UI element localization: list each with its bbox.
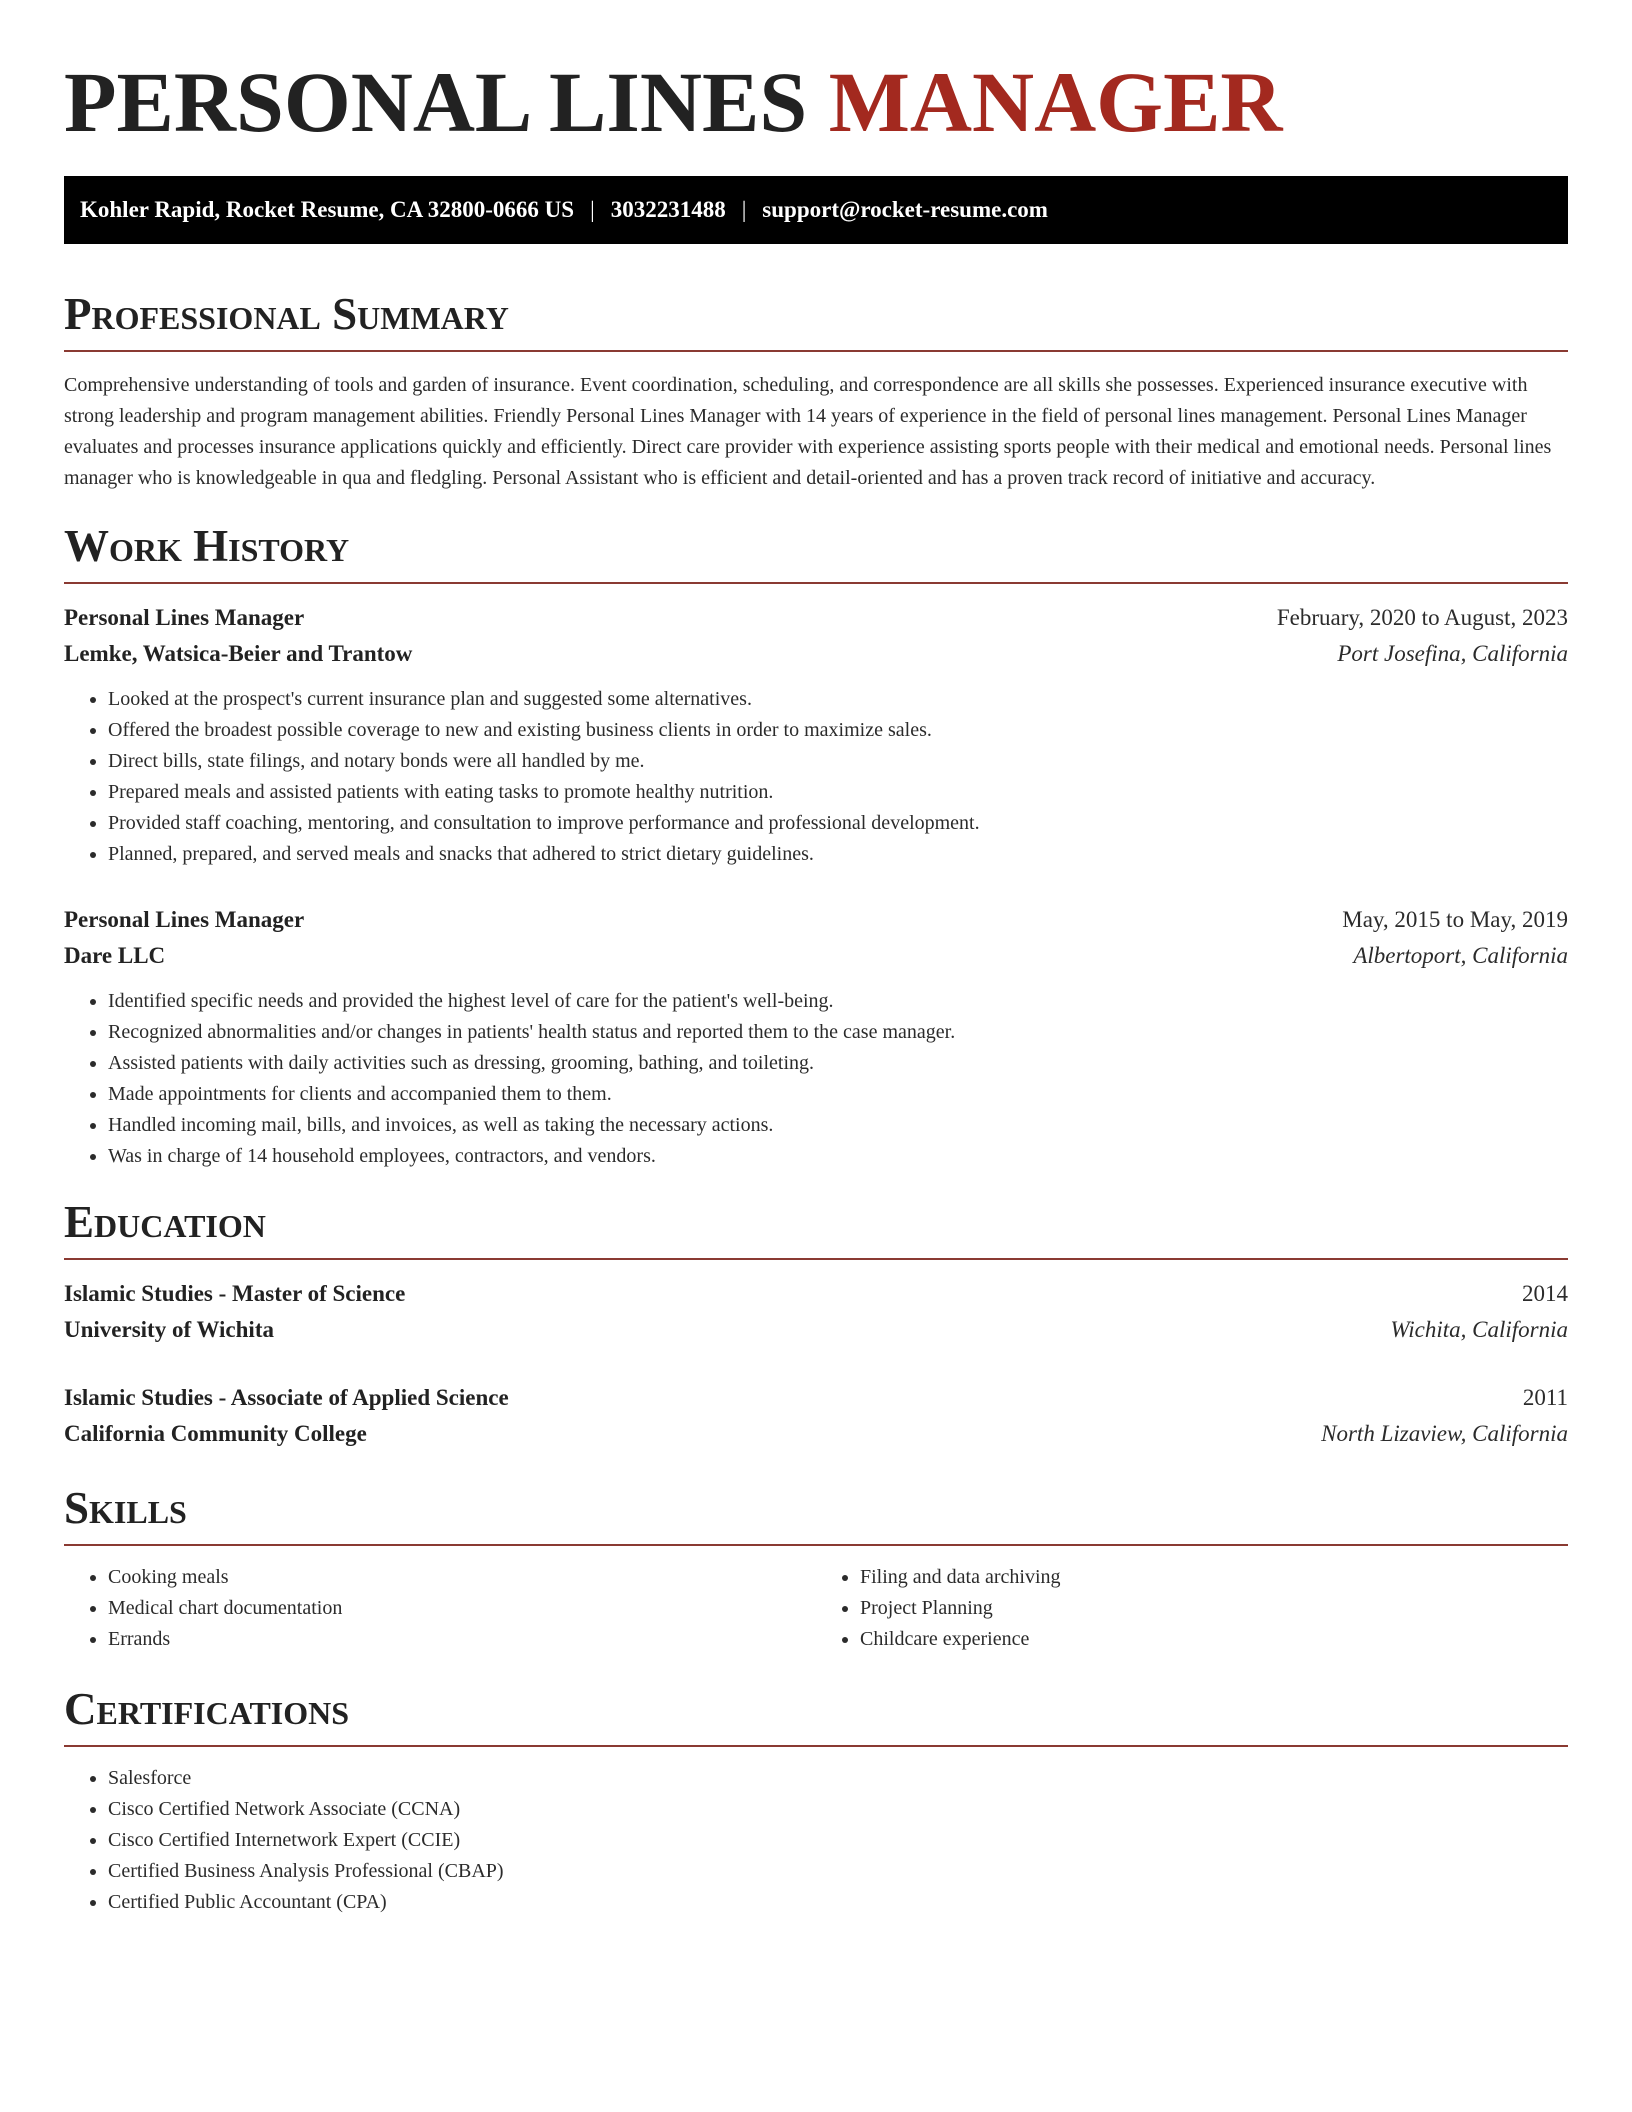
summary-text: Comprehensive understanding of tools and garden of insurance. Event coordination, scheduling, and correspondence are all skills she possesses. Experienced insurance executive with strong leadership and program management abilities. Friendly Personal Lines Manager with 14 years of experience in the field of personal lines management. Personal Lines Manager evaluates and processes insurance applications quickly and efficiently. Direct care provider with experience assisting sports people with their medical and emotional needs. Personal lines manager who is knowledgeable in qua and fledgling. Personal Assistant who is efficient and detail-oriented and has a proven track record of initiative and accuracy. <box>64 374 1552 489</box>
education-section <box>64 1196 1568 1452</box>
job-location: Port Josefina, California <box>1337 641 1568 666</box>
job-location: Albertoport, California <box>1353 943 1568 968</box>
list-item: • Certified Business Analysis Professional (CBAP) <box>108 1856 1568 1887</box>
job-header-row <box>64 902 1568 938</box>
list-item: • Certified Public Accountant (CPA) <box>108 1887 1568 1918</box>
skills-section <box>64 1482 1568 1655</box>
list-item: • Identified specific needs and provided the highest level of care for the patient's well-being. <box>108 986 1568 1017</box>
list-item: • Looked at the prospect's current insurance plan and suggested some alternatives. <box>108 684 1568 715</box>
resume-page <box>64 0 1568 1918</box>
list-item: • Assisted patients with daily activities such as dressing, grooming, bathing, and toileting. <box>108 1048 1568 1079</box>
education-year: 2014 <box>1522 1281 1568 1306</box>
contact-address: Kohler Rapid, Rocket Resume, CA 32800-0666 US <box>80 197 575 222</box>
list-item: • Salesforce <box>108 1763 1568 1794</box>
job-dates: May, 2015 to May, 2019 <box>1342 907 1568 932</box>
education-location: North Lizaview, California <box>1321 1421 1568 1446</box>
contact-separator: | <box>741 197 747 222</box>
job-company-row <box>64 938 1568 974</box>
job-company: Dare LLC <box>64 943 166 968</box>
section-title-education: Education <box>64 1196 1568 1260</box>
list-item: • Project Planning <box>860 1593 1568 1624</box>
list-item: • Handled incoming mail, bills, and invoices, as well as taking the necessary actions. <box>108 1110 1568 1141</box>
education-entry <box>64 1380 1568 1452</box>
education-school-row <box>64 1416 1568 1452</box>
contact-phone: 3032231488 <box>610 197 726 222</box>
list-item: • Medical chart documentation <box>108 1593 816 1624</box>
job-company: Lemke, Watsica-Beier and Trantow <box>64 641 413 666</box>
list-item: • Prepared meals and assisted patients with eating tasks to promote healthy nutrition. <box>108 777 1568 808</box>
list-item: • Direct bills, state filings, and notary bonds were all handled by me. <box>108 746 1568 777</box>
skills-list-right <box>816 1562 1568 1655</box>
title-main: PERSONAL LINES <box>64 54 829 150</box>
section-title-skills: Skills <box>64 1482 1568 1546</box>
list-item: • Was in charge of 14 household employees, contractors, and vendors. <box>108 1141 1568 1172</box>
list-item: • Planned, prepared, and served meals and snacks that adhered to strict dietary guidelines. <box>108 839 1568 870</box>
section-title-certifications: Certifications <box>64 1683 1568 1747</box>
section-title-work-history: Work History <box>64 520 1568 584</box>
skills-list-left <box>64 1562 816 1655</box>
list-item: • Made appointments for clients and accompanied them to them. <box>108 1079 1568 1110</box>
education-degree-row <box>64 1276 1568 1312</box>
list-item: • Cisco Certified Network Associate (CCNA) <box>108 1794 1568 1825</box>
education-degree: Islamic Studies - Master of Science <box>64 1281 406 1306</box>
education-year: 2011 <box>1522 1385 1568 1410</box>
resume-title <box>64 52 1568 152</box>
list-item: • Filing and data archiving <box>860 1562 1568 1593</box>
list-item: • Errands <box>108 1624 816 1655</box>
summary-section <box>64 288 1568 494</box>
education-school: California Community College <box>64 1421 367 1446</box>
job-bullets <box>64 986 1568 1172</box>
contact-separator: | <box>590 197 595 222</box>
education-entry <box>64 1276 1568 1348</box>
list-item: • Recognized abnormalities and/or changes in patients' health status and reported them to the case manager. <box>108 1017 1568 1048</box>
skills-grid <box>64 1562 1568 1655</box>
job-dates: February, 2020 to August, 2023 <box>1276 605 1568 630</box>
work-history-section <box>64 520 1568 1172</box>
list-item: • Cooking meals <box>108 1562 816 1593</box>
education-degree-row <box>64 1380 1568 1416</box>
list-item: • Provided staff coaching, mentoring, and consultation to improve performance and professional development. <box>108 808 1568 839</box>
contact-bar <box>64 176 1568 244</box>
job-entry <box>64 600 1568 870</box>
job-title: Personal Lines Manager <box>64 907 305 932</box>
education-school-row <box>64 1312 1568 1348</box>
job-header-row <box>64 600 1568 636</box>
list-item: • Childcare experience <box>860 1624 1568 1655</box>
list-item: • Offered the broadest possible coverage to new and existing business clients in order to maximize sales. <box>108 715 1568 746</box>
education-school: University of Wichita <box>64 1317 274 1342</box>
certifications-list <box>64 1763 1568 1918</box>
job-bullets <box>64 684 1568 870</box>
title-accent: MANAGER <box>828 54 1283 150</box>
section-title-summary: Professional Summary <box>64 288 1568 352</box>
job-entry <box>64 902 1568 1172</box>
certifications-section <box>64 1683 1568 1918</box>
contact-email[interactable]: support@rocket-resume.com <box>762 197 1048 222</box>
education-degree: Islamic Studies - Associate of Applied Science <box>64 1385 509 1410</box>
list-item: • Cisco Certified Internetwork Expert (CCIE) <box>108 1825 1568 1856</box>
education-location: Wichita, California <box>1390 1317 1568 1342</box>
job-title: Personal Lines Manager <box>64 605 305 630</box>
job-company-row <box>64 636 1568 672</box>
